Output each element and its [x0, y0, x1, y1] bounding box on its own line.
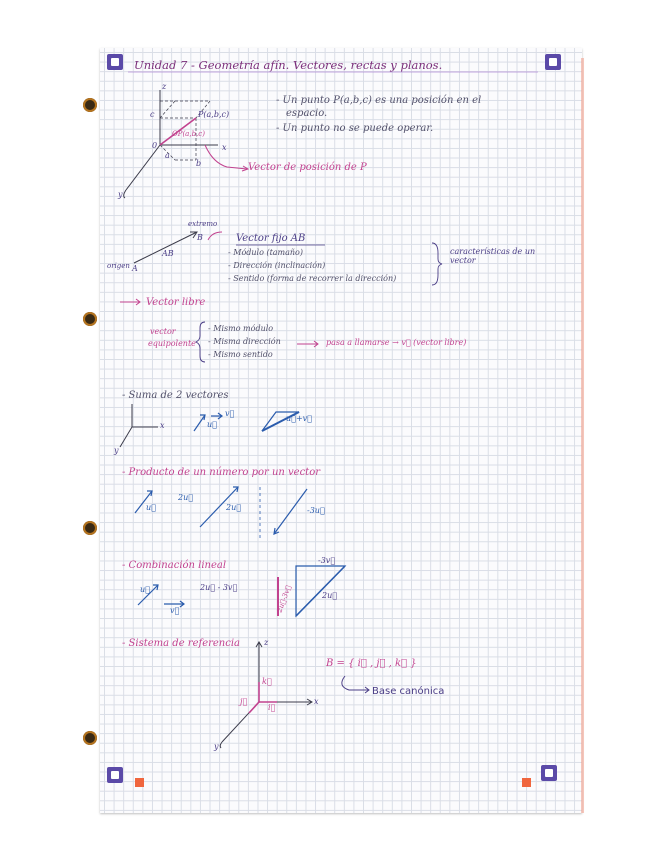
ref-axis-x: x [314, 697, 319, 706]
op-label: OP(a,b,c) [172, 130, 205, 138]
vector-ab-line [134, 232, 197, 263]
ref-axis-z: z [264, 638, 269, 647]
origin-label: 0 [152, 141, 158, 150]
coord-a: a [165, 151, 170, 160]
combinacion-title: - Combinación lineal [122, 560, 227, 571]
y-axis [126, 145, 160, 190]
comb-v: v⃗ [170, 606, 180, 615]
vector-fijo-title: Vector fijo AB [236, 233, 306, 244]
scalar-minus3u: -3u⃗ [307, 506, 325, 515]
axis-x-label: x [222, 143, 227, 152]
direccion-item: - Dirección (inclinación) [228, 261, 326, 270]
sum-v: v⃗ [225, 409, 235, 418]
point-b-label: B [197, 233, 203, 242]
comb-2u: 2u⃗ [322, 591, 338, 600]
basis-j: j⃗ [240, 697, 248, 706]
axis-y-label: y [118, 190, 123, 199]
basis-i: i⃗ [268, 703, 276, 712]
scalar-2u-vector: 2u⃗ [226, 503, 242, 512]
vector-libre-title: Vector libre [146, 297, 206, 308]
comb-minus3v: -3v⃗ [318, 556, 336, 565]
libre-item-2: - Misma dirección [208, 337, 281, 346]
libre-item-3: - Mismo sentido [208, 350, 273, 359]
vector-libre-result: pasa a llamarse → v⃗ (vector libre) [326, 338, 467, 347]
point-a-label: A [132, 264, 138, 273]
characteristics-label: características de un vector [450, 247, 536, 265]
point-label: P(a,b,c) [198, 110, 230, 119]
equipolente-label-1: vector [150, 327, 176, 336]
sentido-item: - Sentido (forma de recorrer la dirección) [228, 274, 397, 283]
scalar-2u-label: 2u⃗ [178, 493, 194, 502]
note-operate: - Un punto no se puede operar. [276, 123, 434, 134]
sum-axis-x: x [160, 421, 165, 430]
scalar-vectors [135, 487, 307, 534]
comb-expression: 2u⃗ - 3v⃗ [200, 583, 238, 592]
comb-u: u⃗ [140, 585, 150, 594]
sum-axis-y: y [114, 446, 119, 455]
ref-axis-y: y [214, 742, 219, 751]
coord-b: b [196, 159, 202, 168]
vec-ab-label: AB [162, 249, 174, 258]
producto-title: - Producto de un número por un vector [122, 467, 320, 478]
position-vector-note: Vector de posición de P [248, 162, 367, 173]
note-point-b: espacio. [286, 108, 328, 119]
brace-2 [196, 322, 205, 362]
y-axis-tip [124, 190, 126, 198]
origen-label: origen [107, 262, 130, 270]
note-point: - Un punto P(a,b,c) es una posición en el [276, 95, 482, 106]
modulo-item: - Módulo (tamaño) [228, 248, 303, 257]
extremo-label: extremo [188, 220, 218, 228]
basis-set: B = { i⃗ , j⃗ , k⃗ } [326, 658, 417, 669]
base-canonica-label: Base canónica [372, 686, 445, 697]
comb-result: 2u⃗-3v⃗ [275, 584, 293, 614]
libre-item-1: - Mismo módulo [208, 324, 274, 333]
page-title: Unidad 7 - Geometría afín. Vectores, rectas y planos. [134, 58, 443, 72]
basis-k: k⃗ [262, 677, 272, 686]
axis-z-label: z [162, 82, 167, 91]
equipolente-label-2: equipolente [148, 339, 196, 348]
canonical-arrow [342, 676, 369, 690]
coord-c: c [150, 110, 155, 119]
scalar-u: u⃗ [146, 503, 156, 512]
reference-axes [220, 642, 312, 748]
sistema-title: - Sistema de referencia [122, 638, 241, 649]
brace [432, 243, 442, 285]
sum-result: u⃗+v⃗ [286, 414, 312, 423]
sum-axes [120, 404, 158, 447]
sum-u: u⃗ [207, 420, 217, 429]
suma-title: - Suma de 2 vectores [122, 390, 229, 401]
